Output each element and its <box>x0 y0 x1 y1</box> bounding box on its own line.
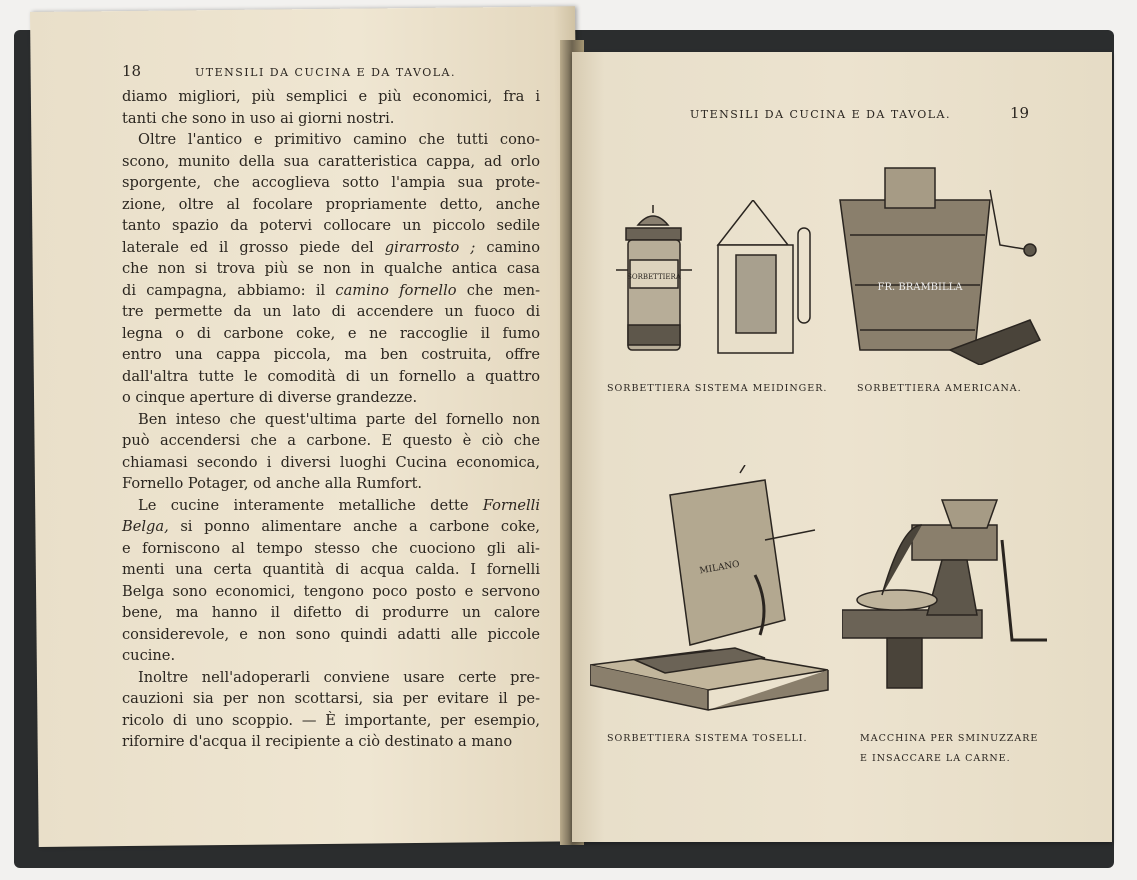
text-line <box>122 260 540 278</box>
text-segment: cauzioni sia per non scottarsi, sia per evitare il pe- <box>122 690 540 707</box>
text-segment: chiamasi secondo i diversi luoghi Cucina economica, <box>122 453 540 471</box>
text-line <box>122 669 540 687</box>
text-segment: diamo migliori, più semplici e più economici, fra i <box>122 88 540 105</box>
brambilla-label: FR. BRAMBILLA <box>877 282 963 293</box>
text-segment: Belga sono economici, tengono poco posto e servono <box>122 582 540 600</box>
text-line <box>122 217 540 235</box>
text-segment: ricolo di uno scoppio. — È importante, per esempio, <box>122 711 540 729</box>
text-segment: tre permette da un lato di accendere un fuoco di <box>122 303 540 320</box>
text-line <box>122 303 540 321</box>
text-line <box>122 604 540 622</box>
caption-grinder-line1: MACCHINA PER SMINUZZARE <box>860 733 1039 744</box>
text-line <box>122 690 540 708</box>
text-segment: Oltre l'antico e primitivo camino che tutti cono- <box>138 131 540 148</box>
text-line <box>122 325 540 343</box>
caption-grinder-line2: E INSACCARE LA CARNE. <box>860 753 1011 764</box>
sorbettiera-toselli-illustration <box>590 465 830 715</box>
text-line <box>122 733 540 751</box>
text-line <box>122 583 540 601</box>
text-segment: tanti che sono in uso ai giorni nostri. <box>122 109 395 127</box>
sorbettiera-meidinger-illustration <box>608 200 823 360</box>
caption-meidinger: SORBETTIERA SISTEMA MEIDINGER. <box>607 383 828 394</box>
caption-americana: SORBETTIERA AMERICANA. <box>857 383 1022 394</box>
text-line <box>122 346 540 364</box>
right-running-head: UTENSILI DA CUCINA E DA TAVOLA. <box>690 108 951 121</box>
text-line <box>122 647 540 665</box>
text-segment: laterale ed il grosso piede del <box>122 238 385 256</box>
text-segment: bene, ma hanno il difetto di produrre un calore <box>122 604 540 621</box>
text-line <box>122 518 540 536</box>
text-segment: zione, oltre al focolare propriamente detto, anche <box>122 195 540 213</box>
text-line <box>122 110 540 128</box>
text-line <box>122 411 540 429</box>
text-segment: legna o di carbone coke, e ne raccoglie il fumo <box>122 324 540 342</box>
caption-toselli: SORBETTIERA SISTEMA TOSELLI. <box>607 733 808 744</box>
text-segment: si ponno alimentare anche a carbone coke, <box>168 518 540 535</box>
text-segment: Le cucine interamente metalliche dette <box>138 496 483 514</box>
text-line <box>122 131 540 149</box>
text-line <box>122 174 540 192</box>
text-segment: entro una cappa piccola, ma ben costruita, offre <box>122 346 540 363</box>
text-segment: e forniscono al tempo stesso che cuociono gli ali- <box>122 539 540 557</box>
text-segment: che non si trova più se non in qualche antica casa <box>122 260 540 277</box>
text-line <box>122 712 540 730</box>
text-segment: dall'altra tutte le comodità di un fornello a quattro <box>122 367 540 385</box>
milano-label: MILANO <box>698 559 741 577</box>
text-segment: cucine. <box>122 647 176 664</box>
text-line <box>122 239 540 257</box>
text-segment: menti una certa quantità di acqua calda. I fornelli <box>122 561 540 578</box>
italic-text: girarrosto ; <box>384 238 476 256</box>
italic-text: Fornelli <box>482 496 540 514</box>
text-segment: tanto spazio da potervi collocare un piccolo sedile <box>122 217 540 234</box>
left-page-number: 18 <box>122 62 142 80</box>
text-segment: rifornire d'acqua il recipiente a ciò destinato a mano <box>122 733 513 750</box>
text-segment: scono, munito della sua caratteristica cappa, ad orlo <box>122 152 540 170</box>
text-line <box>122 540 540 558</box>
text-segment: sporgente, che accoglieva sotto l'ampia sua prote- <box>122 174 540 191</box>
text-segment: o cinque aperture di diverse grandezze. <box>122 389 418 406</box>
text-line <box>122 88 540 106</box>
text-line <box>122 626 540 644</box>
right-page-number: 19 <box>1010 104 1030 122</box>
text-line <box>122 368 540 386</box>
text-segment: Inoltre nell'adoperarli conviene usare certe pre- <box>138 668 540 686</box>
text-line <box>122 432 540 450</box>
text-segment: può accendersi che a carbone. E questo è ciò che <box>122 432 540 449</box>
text-line <box>122 497 540 515</box>
text-line <box>122 153 540 171</box>
text-segment: camino <box>475 238 540 256</box>
sorbettiera-label: SORBETTIERA <box>627 273 681 281</box>
meat-grinder-illustration <box>842 495 1052 695</box>
italic-text: camino fornello <box>335 281 457 299</box>
text-segment: che men- <box>456 281 541 299</box>
text-segment: di campagna, abbiamo: il <box>122 281 336 299</box>
text-segment: Fornello Potager, od anche alla Rumfort. <box>122 475 423 492</box>
text-line <box>122 454 540 472</box>
text-line <box>122 561 540 579</box>
italic-text: Belga, <box>122 518 169 535</box>
text-line <box>122 196 540 214</box>
left-running-head: UTENSILI DA CUCINA E DA TAVOLA. <box>195 66 456 79</box>
sorbettiera-americana-illustration <box>830 160 1045 365</box>
text-line <box>122 475 540 493</box>
text-line <box>122 389 540 407</box>
text-segment: Ben inteso che quest'ultima parte del fornello non <box>138 410 540 428</box>
text-line <box>122 282 540 300</box>
text-segment: considerevole, e non sono quindi adatti alle piccole <box>122 625 540 643</box>
